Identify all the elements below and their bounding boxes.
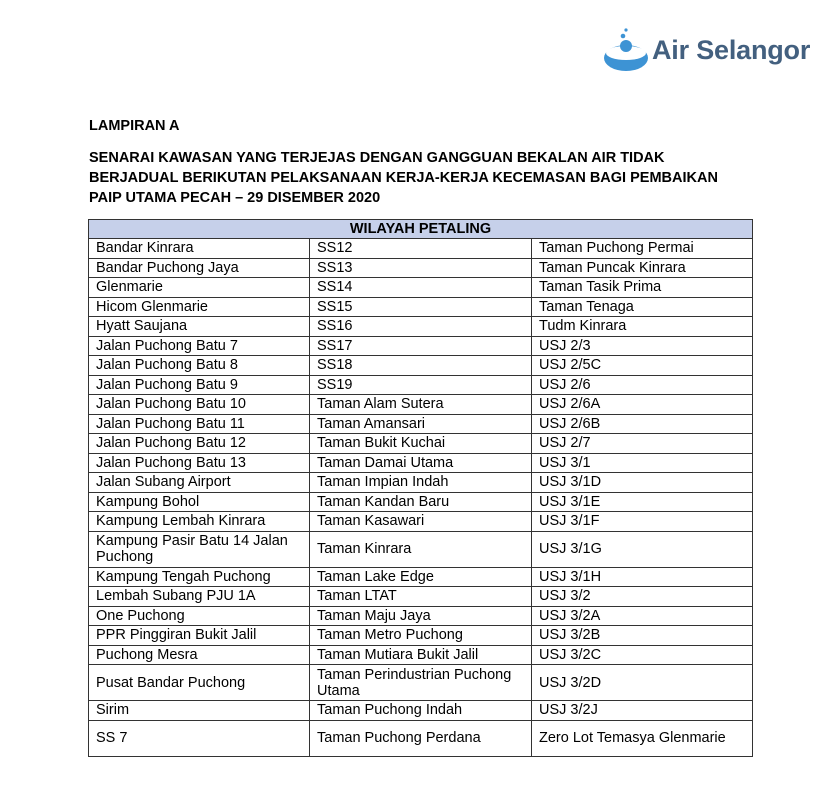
area-cell: USJ 2/6 bbox=[532, 375, 753, 395]
annex-heading: LAMPIRAN A bbox=[89, 118, 180, 134]
area-cell: Zero Lot Temasya Glenmarie bbox=[532, 720, 753, 756]
table-row bbox=[89, 492, 753, 512]
table-row bbox=[89, 665, 753, 701]
air-selangor-logo bbox=[602, 26, 817, 74]
area-cell: Bandar Kinrara bbox=[89, 239, 310, 259]
area-cell: Taman Kandan Baru bbox=[310, 492, 532, 512]
table-row bbox=[89, 720, 753, 756]
area-cell: USJ 3/2B bbox=[532, 626, 753, 646]
area-cell: USJ 3/2C bbox=[532, 645, 753, 665]
area-cell: SS14 bbox=[310, 278, 532, 298]
water-drop-logo-icon bbox=[602, 26, 650, 74]
area-cell: SS16 bbox=[310, 317, 532, 337]
table-row bbox=[89, 606, 753, 626]
area-cell: Taman Puchong Indah bbox=[310, 701, 532, 721]
table-row bbox=[89, 626, 753, 646]
area-cell: Taman Puncak Kinrara bbox=[532, 258, 753, 278]
table-row bbox=[89, 336, 753, 356]
area-cell: Jalan Puchong Batu 7 bbox=[89, 336, 310, 356]
area-cell: Taman Tenaga bbox=[532, 297, 753, 317]
area-cell: USJ 2/5C bbox=[532, 356, 753, 376]
table-row bbox=[89, 414, 753, 434]
area-cell: Taman Kinrara bbox=[310, 531, 532, 567]
table-row bbox=[89, 317, 753, 337]
area-cell: USJ 3/1E bbox=[532, 492, 753, 512]
area-cell: Kampung Bohol bbox=[89, 492, 310, 512]
table-row bbox=[89, 297, 753, 317]
area-cell: Bandar Puchong Jaya bbox=[89, 258, 310, 278]
area-cell: USJ 3/1 bbox=[532, 453, 753, 473]
area-cell: USJ 3/1F bbox=[532, 512, 753, 532]
area-cell: Taman Tasik Prima bbox=[532, 278, 753, 298]
table-row bbox=[89, 701, 753, 721]
area-cell: SS19 bbox=[310, 375, 532, 395]
area-cell: SS12 bbox=[310, 239, 532, 259]
area-cell: Taman Kasawari bbox=[310, 512, 532, 532]
table-row bbox=[89, 239, 753, 259]
area-cell: PPR Pinggiran Bukit Jalil bbox=[89, 626, 310, 646]
area-cell: Jalan Puchong Batu 11 bbox=[89, 414, 310, 434]
affected-areas-table bbox=[88, 219, 753, 757]
area-cell: Taman Alam Sutera bbox=[310, 395, 532, 415]
area-cell: Jalan Puchong Batu 8 bbox=[89, 356, 310, 376]
table-header-region: WILAYAH PETALING bbox=[89, 220, 753, 239]
area-cell: SS 7 bbox=[89, 720, 310, 756]
area-cell: Taman Metro Puchong bbox=[310, 626, 532, 646]
table-row bbox=[89, 434, 753, 454]
area-cell: Taman Damai Utama bbox=[310, 453, 532, 473]
area-cell: USJ 3/1H bbox=[532, 567, 753, 587]
table-body bbox=[89, 239, 753, 757]
area-cell: Taman Mutiara Bukit Jalil bbox=[310, 645, 532, 665]
area-cell: Taman Perindustrian Puchong Utama bbox=[310, 665, 532, 701]
area-cell: Jalan Subang Airport bbox=[89, 473, 310, 493]
area-cell: Taman LTAT bbox=[310, 587, 532, 607]
area-cell: USJ 2/7 bbox=[532, 434, 753, 454]
table-row bbox=[89, 375, 753, 395]
area-cell: USJ 3/2D bbox=[532, 665, 753, 701]
area-cell: Taman Puchong Perdana bbox=[310, 720, 532, 756]
area-cell: Kampung Pasir Batu 14 Jalan Puchong bbox=[89, 531, 310, 567]
area-cell: Tudm Kinrara bbox=[532, 317, 753, 337]
area-cell: SS17 bbox=[310, 336, 532, 356]
table-row bbox=[89, 587, 753, 607]
area-cell: Puchong Mesra bbox=[89, 645, 310, 665]
area-cell: USJ 2/6B bbox=[532, 414, 753, 434]
table-row bbox=[89, 258, 753, 278]
area-cell: SS13 bbox=[310, 258, 532, 278]
area-cell: SS15 bbox=[310, 297, 532, 317]
area-cell: Jalan Puchong Batu 10 bbox=[89, 395, 310, 415]
area-cell: Taman Lake Edge bbox=[310, 567, 532, 587]
area-cell: Kampung Lembah Kinrara bbox=[89, 512, 310, 532]
area-cell: USJ 3/2 bbox=[532, 587, 753, 607]
table-row bbox=[89, 356, 753, 376]
area-cell: One Puchong bbox=[89, 606, 310, 626]
area-cell: Jalan Puchong Batu 13 bbox=[89, 453, 310, 473]
area-cell: SS18 bbox=[310, 356, 532, 376]
area-cell: USJ 3/1D bbox=[532, 473, 753, 493]
table-row bbox=[89, 278, 753, 298]
table-row bbox=[89, 395, 753, 415]
area-cell: Jalan Puchong Batu 9 bbox=[89, 375, 310, 395]
area-cell: Hyatt Saujana bbox=[89, 317, 310, 337]
table-row bbox=[89, 567, 753, 587]
document-title: SENARAI KAWASAN YANG TERJEJAS DENGAN GANGGUAN BEKALAN AIR TIDAK BERJADUAL BERIKUTAN PELAKSANAAN KERJA-KERJA KECEMASAN BAGI PEMBAIKAN PAIP UTAMA PECAH – 29 DISEMBER 2020 bbox=[89, 150, 718, 206]
area-cell: Taman Puchong Permai bbox=[532, 239, 753, 259]
area-cell: Hicom Glenmarie bbox=[89, 297, 310, 317]
area-cell: Glenmarie bbox=[89, 278, 310, 298]
table-row bbox=[89, 531, 753, 567]
table-row bbox=[89, 645, 753, 665]
area-cell: Taman Impian Indah bbox=[310, 473, 532, 493]
area-cell: Pusat Bandar Puchong bbox=[89, 665, 310, 701]
area-cell: Taman Bukit Kuchai bbox=[310, 434, 532, 454]
area-cell: Taman Amansari bbox=[310, 414, 532, 434]
logo-text: Air Selangor bbox=[652, 34, 811, 65]
area-cell: USJ 2/3 bbox=[532, 336, 753, 356]
table-row bbox=[89, 453, 753, 473]
area-cell: USJ 2/6A bbox=[532, 395, 753, 415]
table-row bbox=[89, 512, 753, 532]
area-cell: USJ 3/2A bbox=[532, 606, 753, 626]
area-cell: Jalan Puchong Batu 12 bbox=[89, 434, 310, 454]
table-row bbox=[89, 473, 753, 493]
area-cell: USJ 3/1G bbox=[532, 531, 753, 567]
area-cell: Sirim bbox=[89, 701, 310, 721]
area-cell: Taman Maju Jaya bbox=[310, 606, 532, 626]
area-cell: USJ 3/2J bbox=[532, 701, 753, 721]
area-cell: Kampung Tengah Puchong bbox=[89, 567, 310, 587]
area-cell: Lembah Subang PJU 1A bbox=[89, 587, 310, 607]
